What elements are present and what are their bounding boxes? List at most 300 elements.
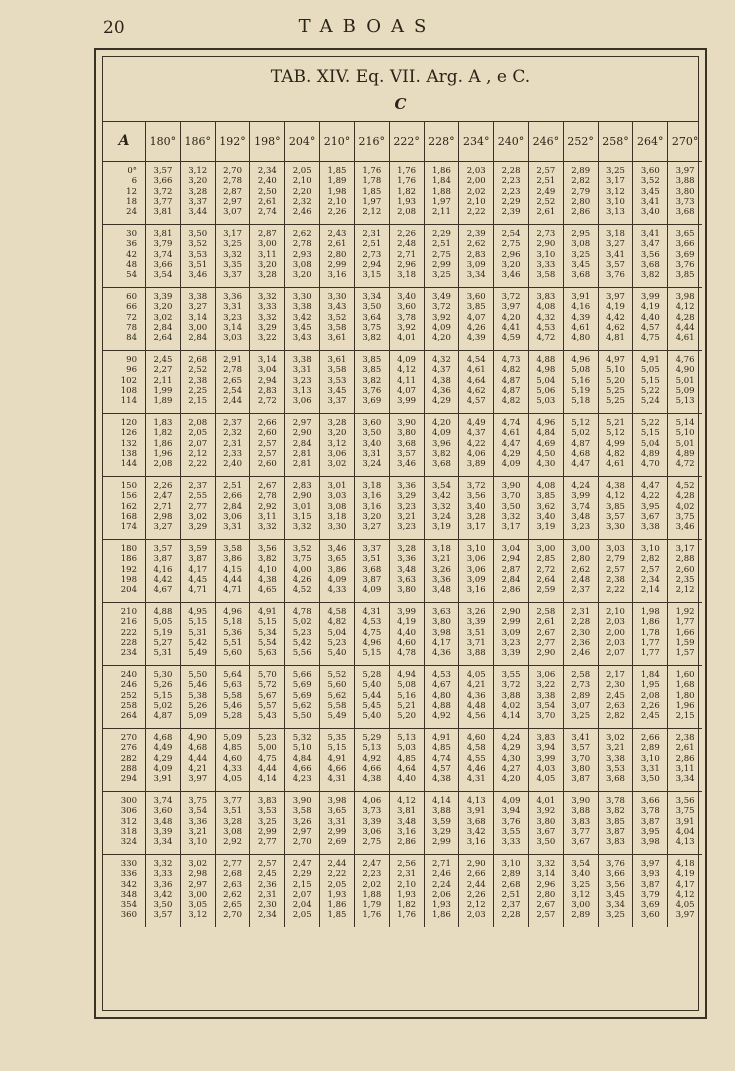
- table-cell: 3,01: [292, 501, 312, 512]
- table-cell: 4,33: [223, 763, 242, 774]
- table-cell: 3,25: [571, 711, 591, 722]
- value-column: [632, 729, 667, 791]
- value-column: [632, 540, 667, 602]
- table-cell: 5,46: [223, 700, 242, 711]
- table-cell: 2,96: [536, 879, 556, 890]
- table-cell: 2,78: [292, 239, 312, 250]
- table-cell: 2,03: [606, 617, 625, 628]
- value-column: [249, 162, 284, 224]
- arg-value: 354: [120, 900, 137, 911]
- table-cell: 3,10: [188, 837, 208, 848]
- table-cell: 3,18: [606, 229, 625, 239]
- table-cell: 2,77: [188, 501, 208, 512]
- table-cell: 2,45: [257, 869, 277, 880]
- table-cell: 3,45: [292, 322, 312, 333]
- table-cell: 4,62: [606, 322, 625, 333]
- table-cell: 3,72: [501, 292, 521, 302]
- table-cell: 3,23: [501, 637, 521, 648]
- table-cell: 1,80: [675, 690, 695, 701]
- table-cell: 2,22: [188, 459, 208, 470]
- table-cell: 3,94: [536, 743, 556, 754]
- table-cell: 4,81: [606, 333, 625, 344]
- table-cell: 3,22: [536, 680, 556, 691]
- table-cell: 2,89: [571, 690, 591, 701]
- table-cell: 2,66: [466, 869, 486, 880]
- table-cell: 5,40: [362, 711, 382, 722]
- value-column: [145, 414, 180, 476]
- table-cell: 4,74: [431, 753, 451, 764]
- table-cell: 4,87: [501, 375, 521, 386]
- table-cell: 3,80: [675, 186, 695, 197]
- table-cell: 5,05: [153, 617, 173, 628]
- table-cell: 5,51: [223, 637, 242, 648]
- table-cell: 4,80: [431, 690, 451, 701]
- table-cell: 4,56: [466, 711, 486, 722]
- table-cell: 4,20: [501, 774, 521, 785]
- value-column: [458, 288, 493, 350]
- table-cell: 3,27: [362, 522, 382, 533]
- value-column: [493, 603, 528, 665]
- table-cell: 3,40: [536, 511, 556, 522]
- value-column: [319, 855, 354, 927]
- table-cell: 3,91: [153, 774, 173, 785]
- table-cell: 5,13: [362, 743, 382, 754]
- table-cell: 2,78: [257, 491, 277, 502]
- table-cell: 5,29: [362, 733, 382, 743]
- table-cell: 4,78: [292, 607, 312, 617]
- table-cell: 3,72: [501, 680, 521, 691]
- value-column: [667, 414, 702, 476]
- table-cell: 4,75: [257, 753, 277, 764]
- value-column: [458, 666, 493, 728]
- table-cell: 2,68: [501, 879, 521, 890]
- table-cell: 2,15: [188, 396, 208, 407]
- table-cell: 3,25: [571, 879, 591, 890]
- table-cell: 3,85: [536, 491, 556, 502]
- table-cell: 3,92: [536, 806, 556, 817]
- table-cell: 2,84: [501, 574, 521, 585]
- table-cell: 2,89: [571, 910, 591, 921]
- table-cell: 2,75: [501, 239, 521, 250]
- table-cell: 4,08: [536, 302, 556, 313]
- table-cell: 4,59: [501, 333, 521, 344]
- table-cell: 2,40: [223, 459, 242, 470]
- table-cell: 2,71: [431, 859, 451, 869]
- table-cell: 4,36: [431, 385, 451, 396]
- value-column: [180, 225, 215, 287]
- table-cell: 3,08: [327, 501, 347, 512]
- table-cell: 3,68: [675, 207, 695, 218]
- value-column: [145, 855, 180, 927]
- table-cell: 3,67: [640, 511, 660, 522]
- table-cell: 5,02: [153, 700, 173, 711]
- table-cell: 2,99: [327, 826, 347, 837]
- table-cell: 2,93: [292, 249, 312, 260]
- table-row-block: [103, 792, 702, 855]
- table-cell: 4,17: [675, 879, 695, 890]
- table-cell: 2,61: [536, 207, 556, 218]
- table-cell: 3,28: [397, 544, 417, 554]
- table-cell: 3,63: [431, 607, 451, 617]
- table-cell: 4,91: [327, 753, 347, 764]
- table-cell: 2,90: [501, 607, 521, 617]
- table-cell: 3,99: [397, 607, 417, 617]
- table-cell: 2,77: [223, 859, 242, 869]
- table-cell: 3,26: [431, 564, 451, 575]
- table-cell: 3,52: [327, 312, 347, 323]
- value-column: [598, 855, 633, 927]
- table-cell: 3,34: [606, 900, 625, 911]
- table-cell: 3,25: [571, 249, 591, 260]
- table-cell: 3,66: [640, 796, 660, 806]
- table-cell: 5,08: [571, 365, 591, 376]
- table-cell: 3,57: [153, 910, 173, 921]
- table-cell: 2,08: [640, 690, 660, 701]
- value-column: [180, 855, 215, 927]
- value-column: [632, 603, 667, 665]
- value-column: [598, 351, 633, 413]
- table-cell: 4,66: [362, 763, 382, 774]
- table-cell: 5,58: [327, 700, 347, 711]
- value-column: [145, 729, 180, 791]
- arg-value: 312: [120, 816, 137, 827]
- table-cell: 3,57: [571, 743, 591, 754]
- table-cell: 1,86: [327, 900, 347, 911]
- table-cell: 3,10: [640, 753, 660, 764]
- table-cell: 2,51: [431, 239, 451, 250]
- table-cell: 3,81: [153, 207, 173, 218]
- table-cell: 4,47: [640, 481, 660, 491]
- table-cell: 3,50: [640, 774, 660, 785]
- table-cell: 2,57: [536, 910, 556, 921]
- value-column: [563, 414, 598, 476]
- table-cell: 3,32: [153, 859, 173, 869]
- value-column: [458, 729, 493, 791]
- table-cell: 4,57: [466, 396, 486, 407]
- table-cell: 3,06: [292, 396, 312, 407]
- table-cell: 3,21: [606, 743, 625, 754]
- table-cell: 2,07: [292, 889, 312, 900]
- value-column: [667, 162, 702, 224]
- column-header: 270°: [667, 121, 702, 161]
- table-cell: 4,96: [362, 637, 382, 648]
- table-cell: 3,85: [466, 302, 486, 313]
- arg-value: 282: [120, 753, 137, 764]
- table-cell: 2,97: [188, 879, 208, 890]
- table-cell: 4,44: [223, 574, 242, 585]
- table-cell: 5,28: [223, 711, 242, 722]
- value-column: [667, 666, 702, 728]
- table-cell: 5,49: [188, 648, 208, 659]
- table-cell: 4,19: [397, 617, 417, 628]
- header-row: [103, 121, 702, 162]
- table-cell: 2,26: [327, 207, 347, 218]
- table-cell: 3,97: [501, 302, 521, 313]
- table-cell: 2,57: [257, 438, 277, 449]
- table-cell: 3,53: [257, 806, 277, 817]
- table-cell: 3,51: [188, 259, 208, 270]
- table-cell: 3,59: [431, 816, 451, 827]
- table-inner-frame: [102, 56, 699, 1011]
- value-column: [354, 414, 389, 476]
- table-cell: 2,86: [501, 585, 521, 596]
- table-cell: 2,65: [223, 375, 242, 386]
- table-cell: 4,36: [431, 648, 451, 659]
- column-header: 234°: [458, 121, 493, 161]
- value-column: [458, 603, 493, 665]
- table-cell: 1,86: [153, 438, 173, 449]
- table-cell: 3,45: [606, 889, 625, 900]
- table-cell: 2,05: [292, 166, 312, 176]
- table-cell: 2,36: [571, 637, 591, 648]
- table-cell: 2,67: [536, 900, 556, 911]
- table-cell: 4,01: [536, 796, 556, 806]
- value-column: [667, 855, 702, 927]
- table-cell: 1,82: [153, 428, 173, 439]
- table-cell: 2,99: [431, 837, 451, 848]
- value-column: [424, 666, 459, 728]
- table-cell: 3,20: [501, 259, 521, 270]
- column-header: 216°: [354, 121, 389, 161]
- value-column: [389, 666, 424, 728]
- value-column: [284, 855, 319, 927]
- table-cell: 3,87: [153, 554, 173, 565]
- table-cell: 3,77: [223, 796, 242, 806]
- table-cell: 3,87: [640, 816, 660, 827]
- table-cell: 3,28: [257, 270, 277, 281]
- table-cell: 2,08: [397, 207, 417, 218]
- table-cell: 2,24: [431, 879, 451, 890]
- table-cell: 3,82: [362, 375, 382, 386]
- table-cell: 3,15: [292, 511, 312, 522]
- table-cell: 4,02: [501, 700, 521, 711]
- table-cell: 2,55: [188, 491, 208, 502]
- table-cell: 2,45: [606, 690, 625, 701]
- value-column: [389, 792, 424, 854]
- table-cell: 5,18: [223, 617, 242, 628]
- value-column: [180, 666, 215, 728]
- table-cell: 1,97: [431, 196, 451, 207]
- arg-value: 132: [120, 438, 137, 449]
- table-cell: 3,87: [362, 574, 382, 585]
- table-cell: 3,23: [397, 501, 417, 512]
- table-cell: 2,65: [223, 900, 242, 911]
- table-row-block: [103, 855, 702, 927]
- value-column: [528, 162, 563, 224]
- table-cell: 2,14: [640, 585, 660, 596]
- value-column: [598, 162, 633, 224]
- table-cell: 2,98: [153, 511, 173, 522]
- table-cell: 2,61: [257, 196, 277, 207]
- table-cell: 2,64: [153, 333, 173, 344]
- table-cell: 3,10: [640, 544, 660, 554]
- table-cell: 3,29: [188, 522, 208, 533]
- table-cell: 5,23: [327, 637, 347, 648]
- table-cell: 3,66: [675, 239, 695, 250]
- table-cell: 5,69: [292, 680, 312, 691]
- arg-value: 222: [120, 627, 137, 638]
- table-cell: 2,56: [397, 859, 417, 869]
- table-cell: 4,09: [397, 355, 417, 365]
- table-cell: 4,38: [362, 774, 382, 785]
- table-cell: 5,63: [257, 648, 277, 659]
- table-cell: 5,15: [153, 690, 173, 701]
- table-cell: 2,60: [257, 459, 277, 470]
- table-cell: 4,40: [397, 627, 417, 638]
- table-cell: 5,22: [640, 418, 660, 428]
- table-cell: 4,42: [153, 574, 173, 585]
- table-cell: 5,31: [153, 648, 173, 659]
- value-column: [180, 540, 215, 602]
- table-cell: 5,10: [292, 743, 312, 754]
- table-cell: 2,88: [675, 554, 695, 565]
- table-cell: 2,66: [223, 491, 242, 502]
- table-cell: 3,00: [536, 544, 556, 554]
- table-cell: 2,46: [431, 869, 451, 880]
- value-column: [215, 729, 250, 791]
- table-cell: 4,11: [397, 375, 417, 386]
- table-cell: 2,10: [327, 196, 347, 207]
- arg-value: 360: [120, 910, 137, 921]
- table-cell: 3,17: [606, 176, 625, 187]
- table-cell: 3,95: [640, 826, 660, 837]
- value-column: [632, 351, 667, 413]
- table-cell: 2,75: [362, 837, 382, 848]
- table-cell: 5,12: [571, 418, 591, 428]
- table-cell: 3,10: [606, 196, 625, 207]
- table-cell: 3,39: [501, 648, 521, 659]
- table-cell: 4,48: [466, 700, 486, 711]
- table-cell: 2,90: [292, 428, 312, 439]
- table-cell: 4,88: [431, 700, 451, 711]
- table-cell: 4,37: [431, 365, 451, 376]
- table-cell: 3,82: [362, 333, 382, 344]
- table-cell: 5,19: [153, 627, 173, 638]
- value-column: [249, 351, 284, 413]
- value-column: [145, 162, 180, 224]
- table-cell: 3,10: [536, 249, 556, 260]
- table-cell: 4,10: [257, 564, 277, 575]
- table-cell: 4,28: [675, 312, 695, 323]
- table-cell: 4,66: [327, 763, 347, 774]
- value-column: [528, 414, 563, 476]
- table-cell: 1,93: [397, 889, 417, 900]
- value-column: [249, 414, 284, 476]
- table-cell: 3,51: [362, 554, 382, 565]
- value-column: [319, 351, 354, 413]
- table-cell: 4,61: [466, 365, 486, 376]
- table-cell: 2,02: [466, 186, 486, 197]
- table-cell: 5,38: [188, 690, 208, 701]
- table-cell: 2,58: [571, 670, 591, 680]
- table-cell: 5,20: [606, 375, 625, 386]
- table-cell: 4,01: [397, 333, 417, 344]
- table-cell: 3,72: [431, 302, 451, 313]
- value-column: [598, 225, 633, 287]
- table-cell: 2,79: [571, 186, 591, 197]
- table-cell: 5,54: [257, 637, 277, 648]
- table-cell: 4,52: [292, 585, 312, 596]
- value-column: [215, 477, 250, 539]
- table-cell: 3,78: [640, 806, 660, 817]
- arg-value: 18: [126, 196, 137, 207]
- value-column: [598, 666, 633, 728]
- value-column: [389, 540, 424, 602]
- table-cell: 3,54: [188, 806, 208, 817]
- value-column: [493, 414, 528, 476]
- value-column: [389, 288, 424, 350]
- table-cell: 2,37: [188, 481, 208, 491]
- table-cell: 3,42: [431, 491, 451, 502]
- table-cell: 2,61: [675, 743, 695, 754]
- table-cell: 4,09: [501, 796, 521, 806]
- table-cell: 3,68: [640, 259, 660, 270]
- table-cell: 4,07: [466, 312, 486, 323]
- table-cell: 3,74: [153, 796, 173, 806]
- table-cell: 3,09: [466, 259, 486, 270]
- table-cell: 2,10: [292, 176, 312, 187]
- table-cell: 3,80: [397, 585, 417, 596]
- table-cell: 3,06: [536, 670, 556, 680]
- value-column: [145, 666, 180, 728]
- table-cell: 4,38: [431, 774, 451, 785]
- table-cell: 3,56: [466, 491, 486, 502]
- table-cell: 3,68: [362, 564, 382, 575]
- column-header: 264°: [632, 121, 667, 161]
- table-cell: 4,12: [606, 491, 625, 502]
- table-cell: 3,68: [466, 816, 486, 827]
- table-cell: 4,99: [606, 438, 625, 449]
- table-cell: 2,95: [571, 229, 591, 239]
- table-cell: 2,81: [292, 448, 312, 459]
- table-cell: 3,53: [327, 375, 347, 386]
- table-cell: 2,70: [223, 166, 242, 176]
- table-cell: 3,06: [466, 554, 486, 565]
- table-cell: 3,83: [536, 292, 556, 302]
- table-cell: 2,97: [292, 418, 312, 428]
- value-column: [458, 477, 493, 539]
- table-cell: 3,43: [327, 302, 347, 313]
- table-cell: 2,51: [223, 481, 242, 491]
- value-column: [249, 792, 284, 854]
- table-cell: 3,16: [362, 501, 382, 512]
- table-cell: 4,03: [536, 763, 556, 774]
- value-column: [493, 729, 528, 791]
- table-cell: 2,87: [257, 229, 277, 239]
- table-cell: 4,90: [188, 733, 208, 743]
- table-cell: 3,87: [571, 774, 591, 785]
- table-cell: 5,28: [362, 670, 382, 680]
- arg-value: 186: [120, 554, 137, 565]
- value-column: [598, 540, 633, 602]
- table-row-block: [103, 729, 702, 792]
- table-cell: 3,16: [466, 837, 486, 848]
- table-cell: 3,32: [257, 292, 277, 302]
- table-cell: 4,12: [397, 796, 417, 806]
- table-cell: 3,17: [675, 544, 695, 554]
- table-cell: 4,70: [640, 459, 660, 470]
- table-cell: 4,72: [536, 333, 556, 344]
- table-cell: 2,61: [536, 617, 556, 628]
- arg-value: 108: [120, 385, 137, 396]
- table-cell: 3,29: [257, 322, 277, 333]
- table-cell: 2,47: [153, 491, 173, 502]
- value-column: [598, 414, 633, 476]
- value-column: [284, 792, 319, 854]
- arg-value: 162: [120, 501, 137, 512]
- table-cell: 3,59: [188, 544, 208, 554]
- arg-value: 294: [120, 774, 137, 785]
